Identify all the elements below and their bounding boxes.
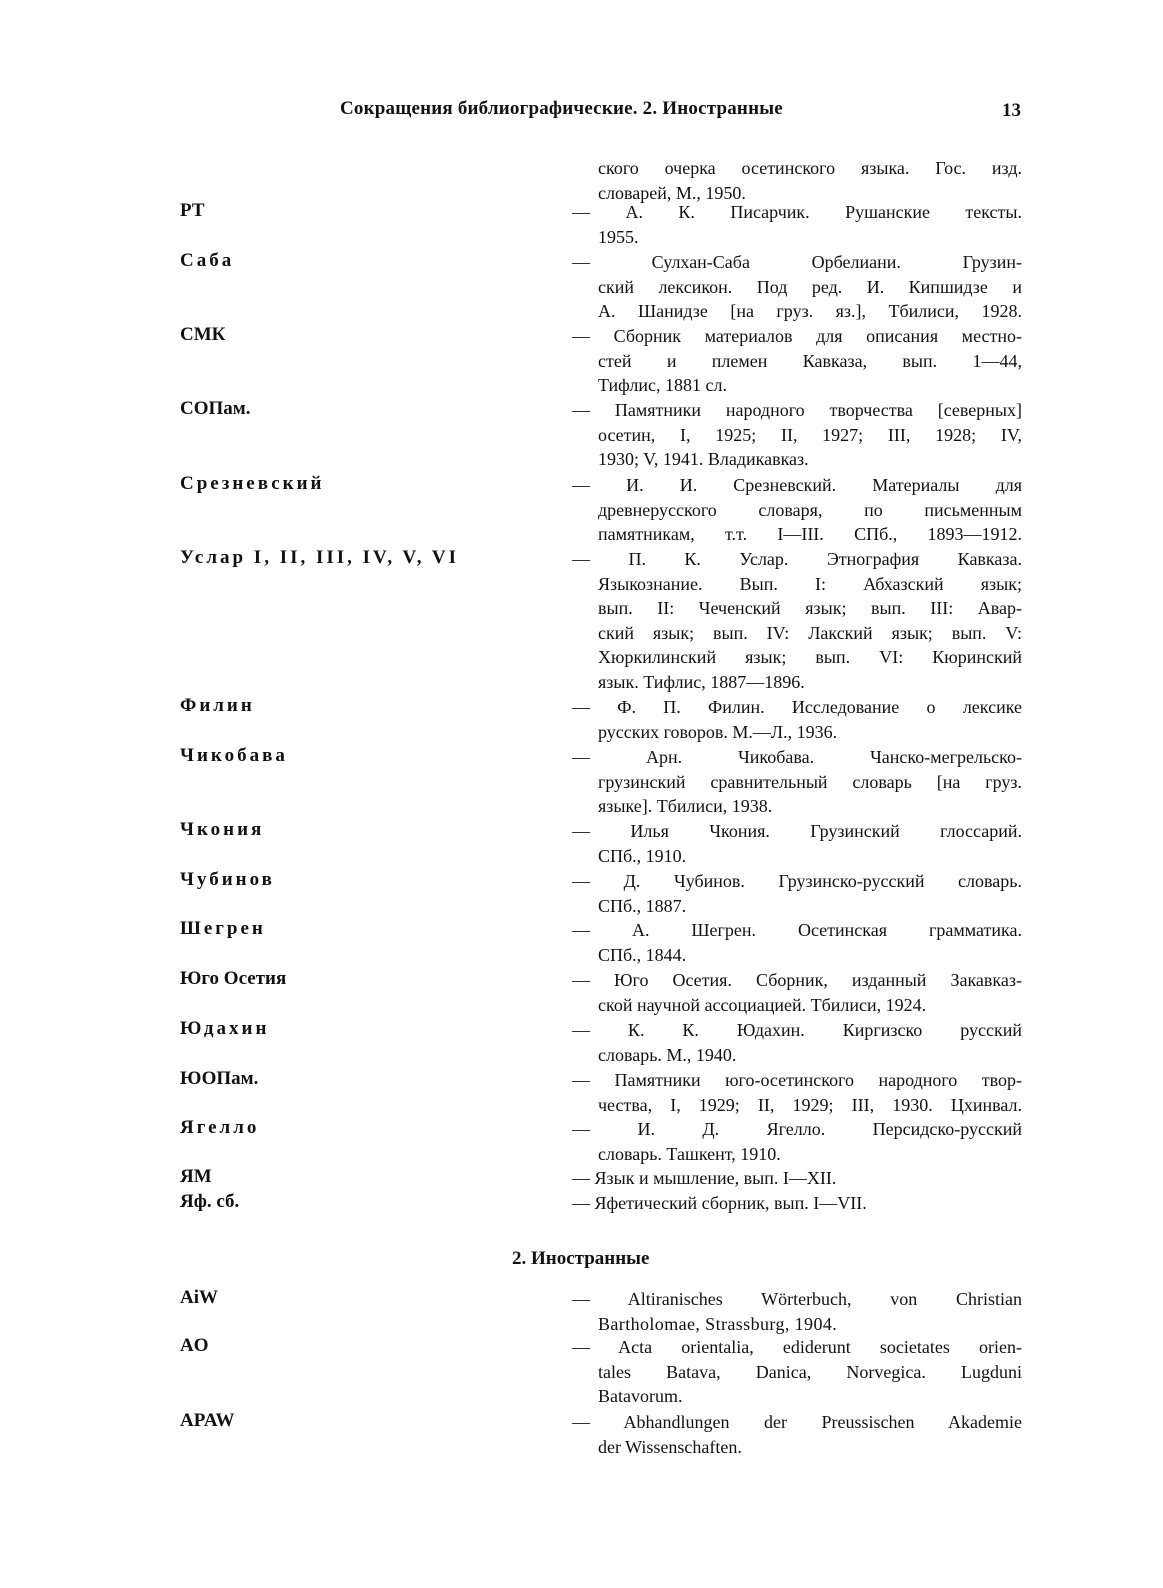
- entry-definition: [572, 324, 1022, 398]
- definition-line: Хюркилинский язык; вып. VI: Кюринский: [598, 647, 1022, 667]
- entry-abbreviation: ЮОПам.: [180, 1068, 259, 1089]
- definition-line: — Сулхан-Саба Орбелиани. Грузин-: [572, 252, 1022, 272]
- page-number: 13: [1002, 100, 1021, 121]
- entry-definition: [572, 1287, 1022, 1336]
- definition-line: — П. К. Услар. Этнография Кавказа.: [572, 549, 1022, 569]
- definition-line: — Язык и мышление, вып. I—XII.: [572, 1168, 837, 1188]
- definition-line: русских говоров. М.—Л., 1936.: [598, 721, 838, 742]
- entry-definition: [572, 1018, 1022, 1067]
- definition-line: Языкознание. Вып. I: Абхазский язык;: [598, 573, 1022, 594]
- entry-definition: [572, 1068, 1022, 1117]
- definition-line: — И. Д. Ягелло. Персидско-русский: [572, 1119, 1022, 1139]
- definition-line: — Altiranisches Wörterbuch, von Christian: [572, 1289, 1022, 1309]
- definition-line: СПб., 1887.: [598, 895, 687, 916]
- entry-definition: [572, 968, 1022, 1017]
- definition-line: чества, I, 1929; II, 1929; III, 1930. Цхинвал.: [598, 1094, 1022, 1115]
- definition-line: tales Batava, Danica, Norvegica. Lugduni: [598, 1361, 1022, 1382]
- entry-abbreviation: СОПам.: [180, 398, 251, 419]
- entry-abbreviation: Филин: [180, 695, 255, 716]
- definition-line: ский язык; вып. IV: Лакский язык; вып. V:: [598, 622, 1022, 643]
- definition-line: — К. К. Юдахин. Киргизско русский: [572, 1020, 1022, 1040]
- definition-line: — Памятники юго-осетинского народного твор-: [572, 1070, 1022, 1090]
- entry-definition: [572, 200, 1022, 249]
- entry-abbreviation: AO: [180, 1335, 209, 1356]
- definition-line: 1955.: [598, 226, 639, 247]
- definition-line: — Ф. П. Филин. Исследование о лексике: [572, 697, 1022, 717]
- definition-line: Bartholomae, Strassburg, 1904.: [598, 1313, 838, 1334]
- entry-abbreviation: Яф. сб.: [180, 1191, 240, 1212]
- entry-definition: [572, 1191, 1022, 1216]
- definition-line: — Илья Чкония. Грузинский глоссарий.: [572, 821, 1022, 841]
- definition-line: — Abhandlungen der Preussischen Akademie: [572, 1412, 1022, 1432]
- definition-line: ской научной ассоциацией. Тбилиси, 1924.: [598, 994, 927, 1015]
- entry-definition: [572, 869, 1022, 918]
- entry-definition: [572, 695, 1022, 744]
- entry-abbreviation: Юго Осетия: [180, 968, 287, 989]
- entry-definition: [572, 819, 1022, 868]
- entry-definition: [572, 1410, 1022, 1459]
- entry-definition: [572, 547, 1022, 694]
- entry-definition: [572, 1335, 1022, 1409]
- definition-line: — Юго Осетия. Сборник, изданный Закавказ-: [572, 970, 1022, 990]
- entry-definition: [572, 745, 1022, 819]
- definition-line: СПб., 1844.: [598, 944, 687, 965]
- entry-definition: [572, 398, 1022, 472]
- entry-definition: [572, 1166, 1022, 1191]
- definition-line: языке]. Тбилиси, 1938.: [598, 796, 773, 816]
- definition-line: — А. К. Писарчик. Рушанские тексты.: [572, 202, 1022, 222]
- definition-line: — Сборник материалов для описания местно-: [572, 326, 1022, 346]
- definition-line: СПб., 1910.: [598, 845, 687, 866]
- definition-line: — Памятники народного творчества [северных]: [572, 400, 1022, 420]
- definition-line: — А. Шегрен. Осетинская грамматика.: [572, 920, 1022, 940]
- entry-abbreviation: Ягелло: [180, 1117, 260, 1138]
- entry-abbreviation: Срезневский: [180, 473, 325, 494]
- definition-line: 1930; V, 1941. Владикавказ.: [598, 449, 809, 469]
- definition-line: вып. II: Чеченский язык; вып. III: Авар-: [598, 598, 1022, 618]
- definition-line: der Wissenschaften.: [598, 1436, 742, 1457]
- section-heading: 2. Иностранные: [512, 1248, 650, 1269]
- entry-abbreviation: Шегрен: [180, 918, 266, 939]
- definition-line: ский лексикон. Под ред. И. Кипшидзе и: [598, 276, 1022, 297]
- definition-line: словарь. Ташкент, 1910.: [598, 1143, 781, 1164]
- definition-line: язык. Тифлис, 1887—1896.: [598, 671, 805, 692]
- entry-abbreviation: APAW: [180, 1410, 235, 1431]
- definition-line: памятникам, т.т. I—III. СПб., 1893—1912.: [598, 524, 1022, 544]
- running-title: Сокращения библиографические. 2. Иностранные: [340, 98, 783, 119]
- entry-definition: [572, 250, 1022, 324]
- entry-definition: [572, 156, 1022, 205]
- entry-definition: [572, 918, 1022, 967]
- entry-abbreviation: Услар I, II, III, IV, V, VI: [180, 547, 460, 568]
- definition-line: Batavorum.: [598, 1386, 683, 1406]
- entry-definition: [572, 1117, 1022, 1166]
- definition-line: — Яфетический сборник, вып. I—VII.: [572, 1193, 867, 1213]
- definition-line: ского очерка осетинского языка. Гос. изд.: [598, 158, 1022, 178]
- entry-definition: [572, 473, 1022, 547]
- entry-abbreviation: Саба: [180, 250, 235, 271]
- definition-line: словарей, М., 1950.: [598, 182, 746, 203]
- definition-line: — И. И. Срезневский. Материалы для: [572, 475, 1022, 495]
- entry-abbreviation: ЯМ: [180, 1166, 212, 1187]
- definition-line: грузинский сравнительный словарь [на груз.: [598, 771, 1022, 792]
- definition-line: — Acta orientalia, ediderunt societates orien-: [572, 1337, 1022, 1357]
- definition-line: А. Шанидзе [на груз. яз.], Тбилиси, 1928.: [598, 301, 1022, 321]
- definition-line: — Арн. Чикобава. Чанско-мегрельско-: [572, 747, 1022, 767]
- entry-abbreviation: Юдахин: [180, 1018, 270, 1039]
- entry-abbreviation: РТ: [180, 200, 205, 221]
- definition-line: Тифлис, 1881 сл.: [598, 375, 727, 395]
- definition-line: стей и племен Кавказа, вып. 1—44,: [598, 350, 1022, 371]
- entry-abbreviation: Чубинов: [180, 869, 275, 890]
- definition-line: — Д. Чубинов. Грузинско-русский словарь.: [572, 871, 1022, 891]
- entry-abbreviation: Чкония: [180, 819, 265, 840]
- entry-abbreviation: Чикобава: [180, 745, 288, 766]
- definition-line: осетин, I, 1925; II, 1927; III, 1928; IV,: [598, 424, 1022, 445]
- entry-abbreviation: AiW: [180, 1287, 218, 1308]
- definition-line: древнерусского словаря, по письменным: [598, 499, 1022, 520]
- definition-line: словарь. М., 1940.: [598, 1044, 737, 1065]
- entry-abbreviation: СМК: [180, 324, 226, 345]
